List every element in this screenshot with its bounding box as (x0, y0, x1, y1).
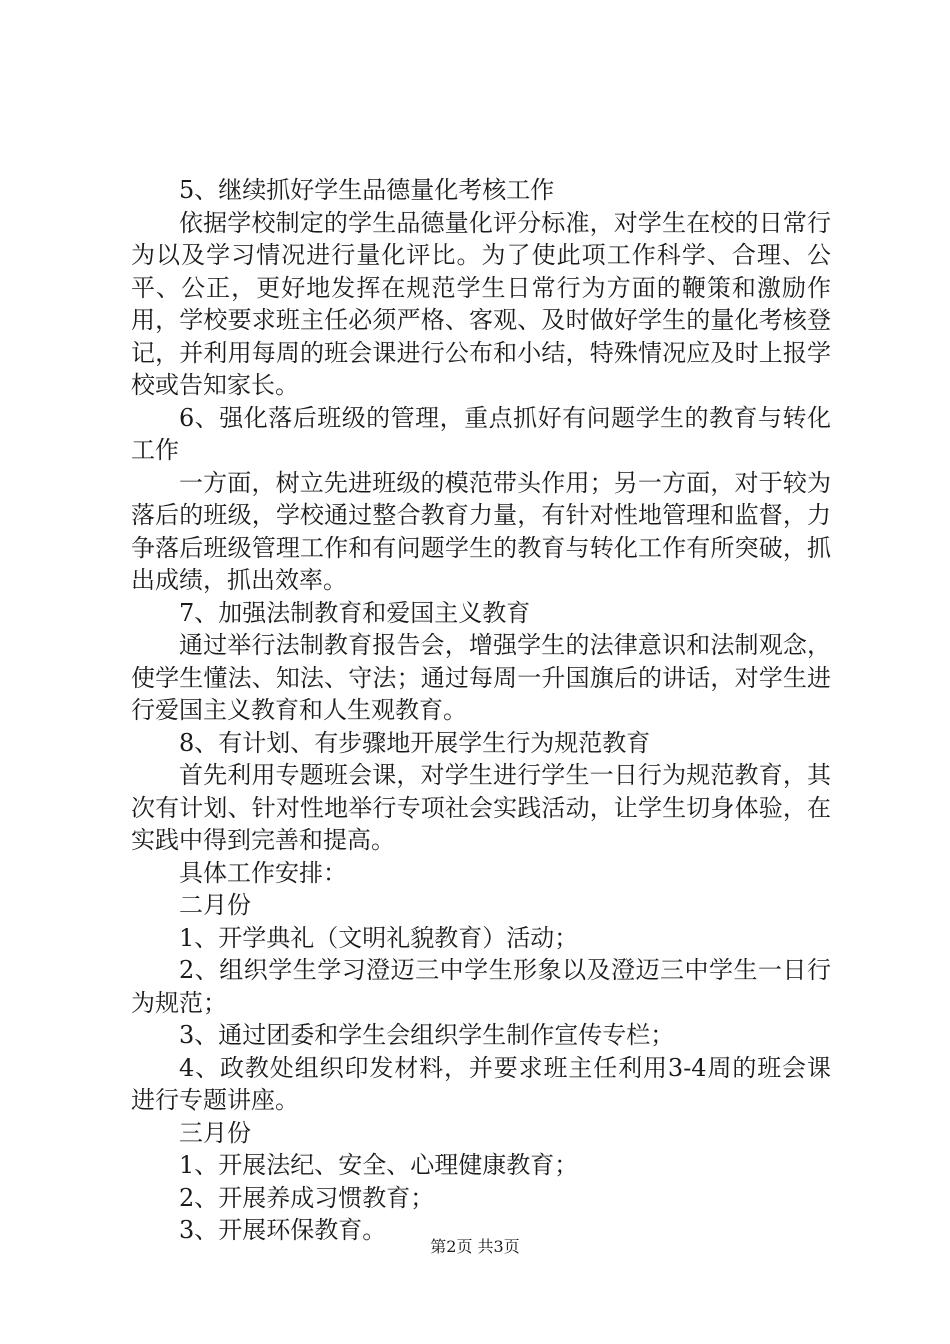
list-item: 1、开学典礼（文明礼貌教育）活动； (179, 923, 579, 952)
section-heading-7: 7、加强法制教育和爱国主义教育 (179, 598, 531, 627)
section-heading-6: 6、强化落后班级的管理，重点抓好有问题学生的教育与转化工作 (131, 403, 831, 464)
body-paragraph: 依据学校制定的学生品德量化评分标准，对学生在校的日常行为以及学习情况进行量化评比。为了使此项工作科学、合理、公平、公正，更好地发挥在规范学生日常行为方面的鞭策和激励作用，学校要求班主任必须严格、客观、及时做好学生的量化考核登记，并利用每周的班会课进行公布和小结，特殊情况应及时上报学校或告知家长。 (131, 208, 831, 399)
list-item: 3、通过团委和学生会组织学生制作宣传专栏； (179, 1021, 675, 1049)
month-heading-march: 三月份 (179, 1118, 251, 1147)
month-heading-february: 二月份 (179, 891, 251, 919)
body-paragraph: 一方面，树立先进班级的模范带头作用；另一方面，对于较为落后的班级，学校通过整合教育力量，有针对性地管理和监督，力争落后班级管理工作和有问题学生的教育与转化工作有所突破，抓出成绩，抓出效率。 (131, 468, 831, 594)
list-item: 1、开展法纪、安全、心理健康教育； (179, 1151, 579, 1179)
list-item: 2、组织学生学习澄迈三中学生形象以及澄迈三中学生一日行为规范； (131, 956, 831, 1017)
list-item: 4、政教处组织印发材料，并要求班主任利用3-4周的班会课进行专题讲座。 (131, 1053, 831, 1114)
body-paragraph: 首先利用专题班会课，对学生进行学生一日行为规范教育，其次有计划、针对性地举行专项社会实践活动，让学生切身体验，在实践中得到完善和提高。 (131, 761, 831, 854)
page-number-footer: 第2页 共3页 (430, 1237, 520, 1256)
document-body (131, 174, 831, 1247)
schedule-heading: 具体工作安排： (179, 858, 347, 887)
body-paragraph: 通过举行法制教育报告会，增强学生的法律意识和法制观念，使学生懂法、知法、守法；通过每周一升国旗后的讲话，对学生进行爱国主义教育和人生观教育。 (131, 631, 831, 724)
section-heading-8: 8、有计划、有步骤地开展学生行为规范教育 (179, 728, 651, 757)
section-heading-5: 5、继续抓好学生品德量化考核工作 (179, 176, 555, 204)
list-item: 3、开展环保教育。 (179, 1216, 387, 1244)
list-item: 2、开展养成习惯教育； (179, 1183, 435, 1212)
